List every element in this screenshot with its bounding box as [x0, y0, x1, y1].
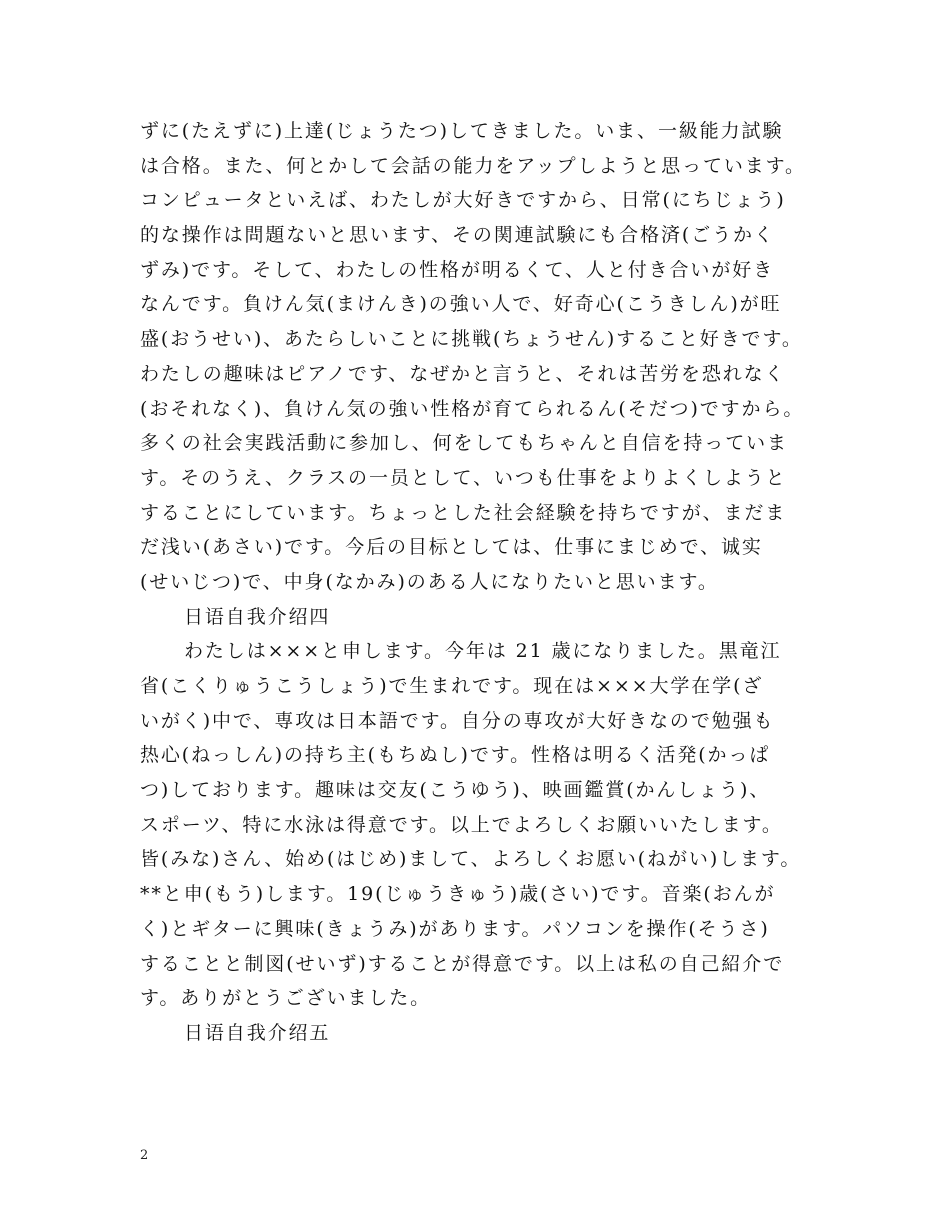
- paragraph-line: スポーツ、特に水泳は得意です。以上でよろしくお願いいたします。: [140, 813, 783, 836]
- paragraph-line: することにしています。ちょっとした社会経験を持ちですが、まだま: [140, 501, 787, 524]
- paragraph-line: す。ありがとうございました。: [140, 987, 432, 1010]
- paragraph-line: 热心(ねっしん)の持ち主(もちぬし)です。性格は明るく活発(かっぱ: [140, 744, 771, 767]
- paragraph-line: (せいじつ)で、中身(なかみ)のある人になりたいと思います。: [140, 570, 719, 593]
- paragraph-line: は合格。また、何とかして会話の能力をアップしようと思っています。: [140, 154, 806, 177]
- paragraph-line-indented: 日语自我介绍五: [184, 1021, 331, 1044]
- paragraph-line: つ)しております。趣味は交友(こうゆう)、映画鑑賞(かんしょう)、: [140, 779, 771, 802]
- paragraph-line: することと制図(せいず)することが得意です。以上は私の自己紹介で: [140, 952, 785, 975]
- page-number: 2: [140, 1148, 149, 1163]
- paragraph-line: いがく)中で、専攻は日本語です。自分の専攻が大好きなので勉强も: [140, 709, 775, 732]
- paragraph-line-indented: わたしは×××と申します。今年は 21 歳になりました。黒竜江: [184, 640, 782, 663]
- body-text: [140, 114, 820, 1051]
- paragraph-line: コンピュータといえば、わたしが大好きですから、日常(にちじょう): [140, 189, 786, 212]
- paragraph-line: 多くの社会実践活動に参加し、何をしてもちゃんと自信を持っていま: [140, 432, 788, 455]
- paragraph-line: (おそれなく)、負けん気の強い性格が育てられるん(そだつ)ですから。: [140, 397, 805, 420]
- paragraph-line: す。そのうえ、クラスの一员として、いつも仕事をよりよくしようと: [140, 466, 787, 489]
- paragraph-line: 省(こくりゅうこうしょう)で生まれです。现在は×××大学在学(ざ: [140, 675, 764, 697]
- paragraph-line-indented: 日语自我介绍四: [184, 605, 331, 628]
- paragraph-line: 的な操作は問題ないと思います、その関連試験にも合格済(ごうかく: [140, 224, 775, 247]
- paragraph-line: ずに(たえずに)上達(じょうたつ)してきました。いま、一級能力試験: [140, 120, 784, 142]
- paragraph-line: わたしの趣味はピアノです、なぜかと言うと、それは苦労を恐れなく: [140, 362, 786, 385]
- paragraph-line: だ浅い(あさい)です。今后の目标としては、仕事にまじめで、诚实: [140, 536, 763, 559]
- paragraph-line: く)とギターに興味(きょうみ)があります。パソコンを操作(そうさ): [140, 917, 770, 940]
- paragraph-line: ずみ)です。そして、わたしの性格が明るくて、人と付き合いが好き: [140, 258, 775, 281]
- paragraph-line: 盛(おうせい)、あたらしいことに挑戦(ちょうせん)すること好きです。: [140, 328, 803, 351]
- paragraph-line: 皆(みな)さん、始め(はじめ)まして、よろしくお愿い(ねがい)します。: [140, 848, 802, 871]
- paragraph-line: **と申(もう)します。19(じゅうきゅう)歳(さい)です。音楽(おんが: [140, 883, 776, 906]
- paragraph-line: なんです。負けん気(まけんき)の強い人で、好奇心(こうきしん)が旺: [140, 293, 782, 316]
